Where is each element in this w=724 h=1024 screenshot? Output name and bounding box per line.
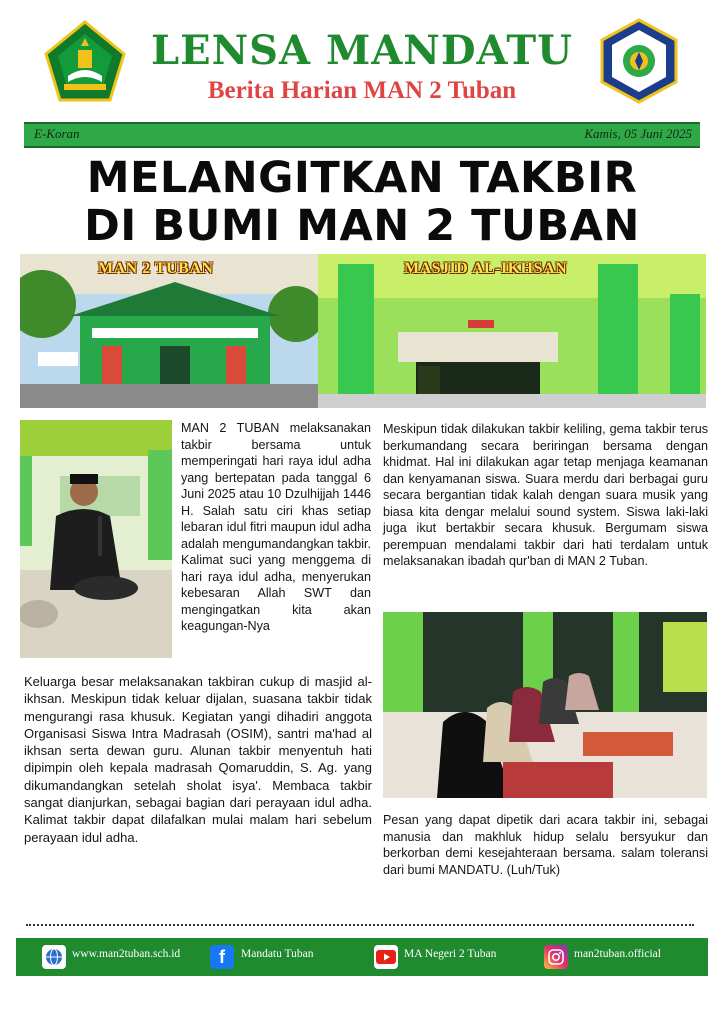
footer-facebook[interactable]: Mandatu Tuban <box>241 948 314 960</box>
footer-youtube[interactable]: MA Negeri 2 Tuban <box>404 948 497 960</box>
photo-school-building <box>20 254 318 408</box>
masthead-subtitle: Berita Harian MAN 2 Tuban <box>207 77 517 104</box>
headline-line-1: MELANGITKAN TAKBIR <box>86 153 638 203</box>
article-paragraph-1: MAN 2 TUBAN melaksanakan takbir bersama untuk memperingati hari raya idul adha yang bertepatan pada tanggal 6 Juni 2025 atau 10 Dzulhijjah 1446 H. Salah satu ciri khas setiap lebaran idul fitri maupun idul adha adalah mengumandangkan takbir. Kalimat suci yang menggema di hari raya idul adha, menyerukan kebesaran Allah SWT dan mengingatkan kita akan keagungan-Nya <box>181 421 371 633</box>
youtube-icon <box>374 945 398 969</box>
footer-website[interactable]: www.man2tuban.sch.id <box>72 948 181 960</box>
article-paragraph-4: Pesan yang dapat dipetik dari acara takbir ini, sebagai manusia dan makhluk hidup selalu bersyukur dan berkorban demi kesejahteraan bersama. salam toleransi dari bumi MANDATU. (Luh/Tuk) <box>383 813 708 877</box>
article-paragraph-3: Meskipun tidak dilakukan takbir keliling, gema takbir terus berkumandang secara beriringan bersama dengan khidmat. Hal ini dilakukan agar tetap menjaga keamanan dan kenyamanan siswa. Suara merdu dari berbagai guru secara bergantian tidak kalah dengan suara musik yang biasa kita dengar melalui sound system. Siswa laki-laki juga ikut bertakbir secara khusuk. Bergumam siswa perempuan mendalami takbir dari hati terdalam untuk melaksanakan ibadah qur'ban di MAN 2 Tuban. <box>383 422 708 568</box>
edition-label: E-Koran <box>34 126 80 141</box>
instagram-icon <box>544 945 568 969</box>
school-logo <box>596 18 682 104</box>
photo-student-takbir <box>20 420 172 658</box>
article-paragraph-2: Keluarga besar melaksanakan takbiran cukup di masjid al-ikhsan. Meskipun tidak keluar dijalan, suasana takbir tidak mengurangi rasa khusuk. Kegiatan yangi dihadiri anggota Organisasi Siswa Intra Madrasah (OSIM), santri ma'had al ikhsan serta dewan guru. Alunan takbir menyentuh hati dipimpin oleh kepala madrasah Qomaruddin, S. Ag. yang dikumandangkan setelah sholat isya'. Membaca takbir sangat dianjurkan, sebagai bagian dari perayaan idul adha. Kalimat takbir dapat dilafalkan mulai malam hari sebelum perayaan idul adha. <box>24 674 372 845</box>
photo-masjid-label: MASJID AL-IKHSAN <box>404 260 568 277</box>
facebook-icon: f <box>210 945 234 969</box>
footer-divider <box>26 924 694 926</box>
masthead-title: LENSA MANDATU <box>150 27 574 74</box>
edition-date: Kamis, 05 Juni 2025 <box>584 126 692 141</box>
photo-women-takbir <box>383 612 707 798</box>
photo-school-label: MAN 2 TUBAN <box>98 260 214 277</box>
globe-icon <box>42 945 66 969</box>
headline-line-2: DI BUMI MAN 2 TUBAN <box>84 201 640 251</box>
kemenag-logo <box>44 20 126 102</box>
photo-masjid-interior <box>318 254 706 408</box>
headline <box>20 154 704 250</box>
footer-instagram[interactable]: man2tuban.official <box>574 948 661 960</box>
